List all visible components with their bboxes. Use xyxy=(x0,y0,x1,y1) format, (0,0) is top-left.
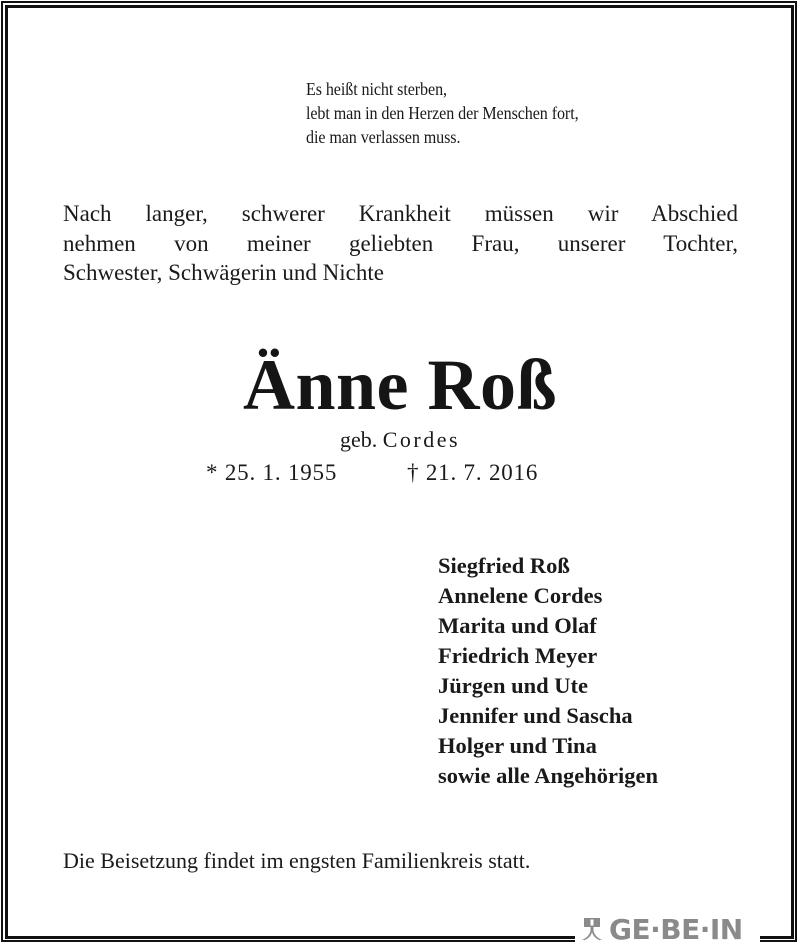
mourner: Friedrich Meyer xyxy=(438,643,598,668)
announcement-line: Nach langer, schwerer Krankheit müssen wir Abschied xyxy=(63,201,738,226)
maiden-name-line xyxy=(0,425,800,455)
memorial-quote xyxy=(306,77,579,149)
quote-line: die man verlassen muss. xyxy=(306,127,461,147)
maiden-prefix: geb. xyxy=(339,427,378,452)
publisher-logo xyxy=(580,912,743,946)
mourners-list xyxy=(438,551,658,791)
deceased-name: Änne Roß xyxy=(242,345,558,425)
quote-line: Es heißt nicht sterben, xyxy=(306,79,447,99)
birth-date: * 25. 1. 1955 xyxy=(206,460,338,485)
mourner: Siegfried Roß xyxy=(438,553,570,578)
maiden-name: Cordes xyxy=(382,427,461,452)
death-date: † 21. 7. 2016 xyxy=(407,460,539,485)
mourner: sowie alle Angehörigen xyxy=(438,763,658,788)
mourner: Marita und Olaf xyxy=(438,613,597,638)
announcement-line: nehmen von meiner geliebten Frau, unserer Tochter, xyxy=(63,230,738,256)
quote-line: lebt man in den Herzen der Menschen fort, xyxy=(306,103,579,123)
mourner: Jennifer und Sascha xyxy=(438,703,633,728)
announcement-text xyxy=(63,199,738,288)
mourner: Jürgen und Ute xyxy=(438,673,589,698)
gebein-emblem-icon xyxy=(580,917,604,941)
logo-text: GE·BE·IN xyxy=(609,912,743,946)
mourner: Holger und Tina xyxy=(438,733,597,758)
burial-notice: Die Beisetzung findet im engsten Familienkreis statt. xyxy=(63,848,531,873)
announcement-line: Schwester, Schwägerin und Nichte xyxy=(63,260,384,285)
mourner: Annelene Cordes xyxy=(438,583,603,608)
life-dates xyxy=(206,458,539,488)
